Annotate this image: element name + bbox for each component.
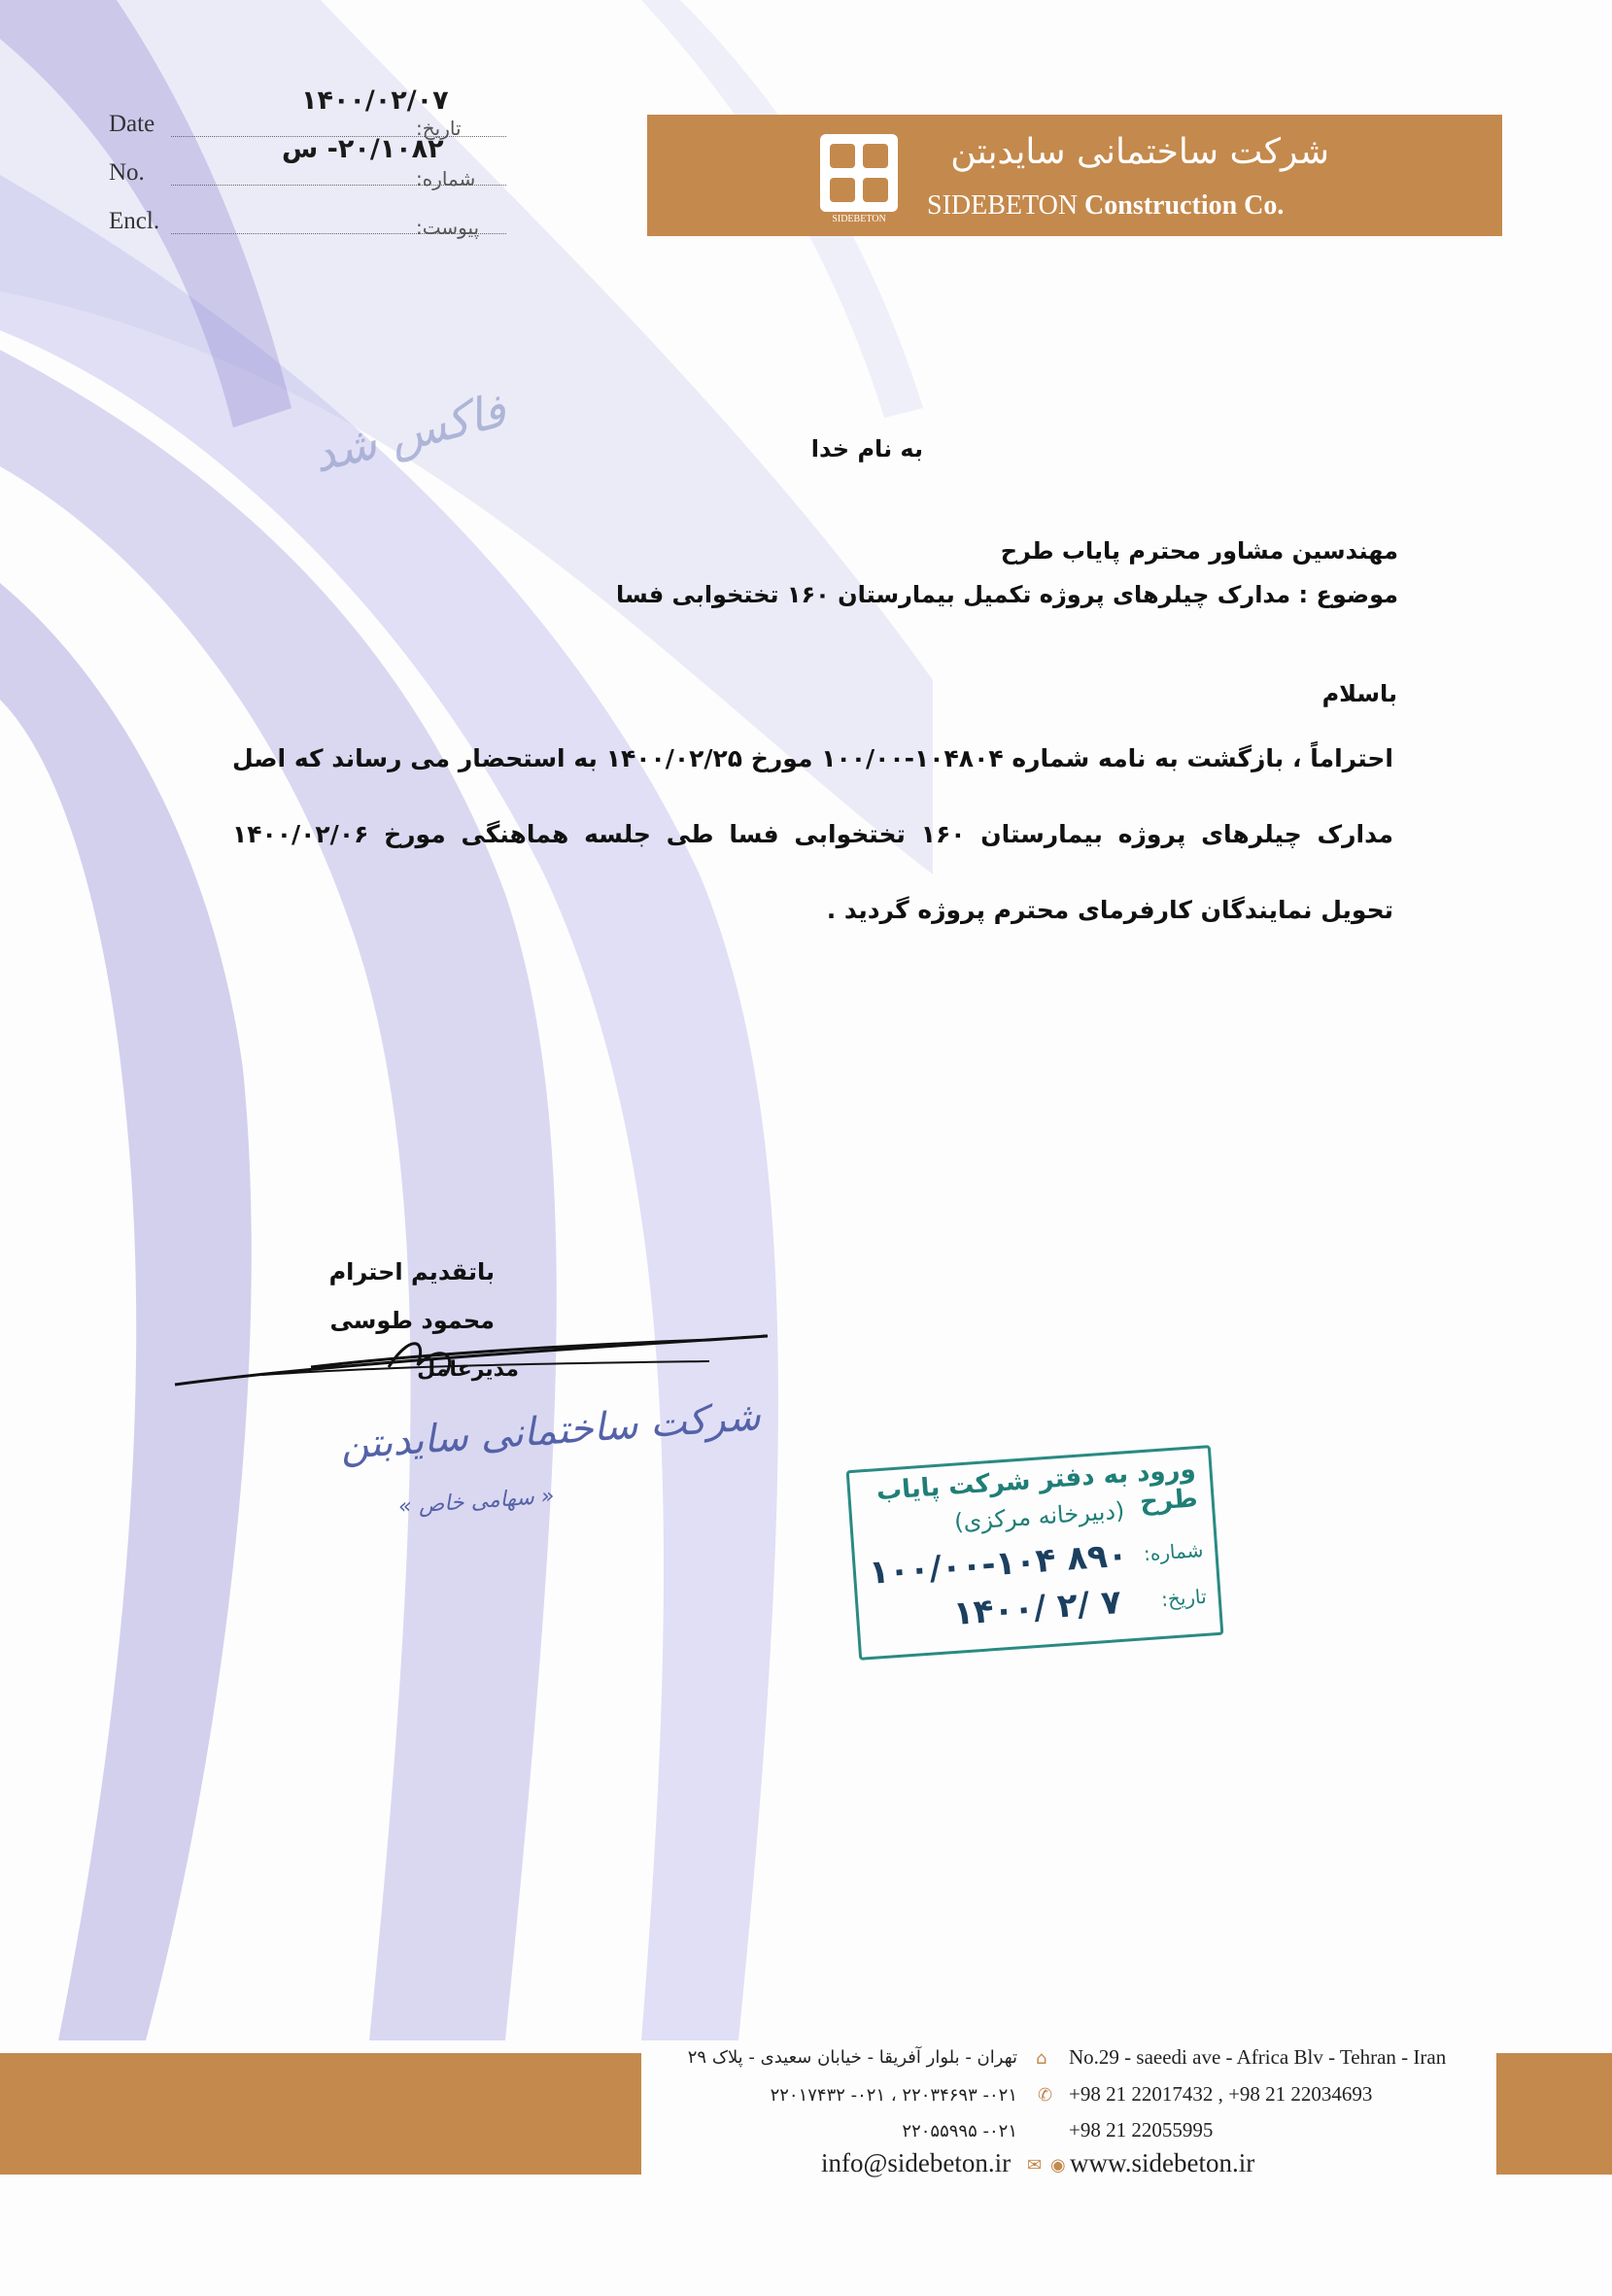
company-name-fa: شرکت ساختمانی سایدبتن <box>950 132 1329 172</box>
letter-body: احتراماً ، بازگشت به نامه شماره ۱۰۴۸۰۴-۱۰۰/۰۰ مورخ ۱۴۰۰/۰۲/۲۵ به استحضار می رساند که اصل مدارک چیلرهای پروژه بیمارستان ۱۶۰ تختخوابی فسا طی جلسه هماهنگی مورخ ۱۴۰۰/۰۲/۰۶ تحویل نمایندگان کارفرمای محترم پروژه گردید . <box>232 744 1394 924</box>
footer-email-link[interactable]: info@sidebeton.ir <box>821 2148 1012 2177</box>
signer-name: محمود طوسی <box>329 1307 495 1334</box>
letter-meta-block <box>109 86 497 243</box>
footer-phones-en-2: +98 21 22055995 <box>1069 2118 1214 2142</box>
company-seal-subtitle: « سهامی خاص » <box>397 1484 556 1520</box>
company-seal-stamp: شرکت ساختمانی سایدبتن <box>338 1393 763 1469</box>
receipt-number-value: ۱۰۰/۰۰-۱۰۴ ۸۹۰ <box>868 1535 1129 1593</box>
globe-icon: ◉ <box>1050 2155 1066 2176</box>
footer-website-link[interactable]: www.sidebeton.ir <box>1070 2148 1255 2177</box>
footer-address-fa: تهران - بلوار آفریقا - خیابان سعیدی - پلاک ۲۹ <box>687 2047 1017 2068</box>
receipt-stamp-subtitle: (دبیرخانه مرکزی) <box>953 1496 1126 1536</box>
number-label-fa: شماره: <box>416 167 476 190</box>
number-label: No. <box>109 159 145 186</box>
receipt-stamp-title: ورود به دفتر شرکت پایاب طرح <box>875 1455 1199 1518</box>
signer-role: مدیرعامل <box>417 1357 519 1382</box>
number-value: ۲۰/۱۰۸۲- س <box>282 134 444 164</box>
letter-subject: موضوع : مدارک چیلرهای پروژه تکمیل بیمارستان ۱۶۰ تختخوابی فسا <box>616 581 1398 608</box>
footer-phones-en-1: +98 21 22017432 , +98 21 22034693 <box>1069 2082 1373 2106</box>
fax-sent-stamp: فاکس شد <box>307 383 512 484</box>
letter-addressee: مهندسین مشاور محترم پایاب طرح <box>1000 537 1398 565</box>
letter-closing: باتقدیم احترام <box>328 1258 495 1285</box>
letter-greeting: باسلام <box>1321 680 1397 707</box>
footer-address-en: No.29 - saeedi ave - Africa Blv - Tehran - Iran <box>1069 2045 1447 2069</box>
enclosure-label-fa: پیوست: <box>416 216 480 239</box>
company-logo-icon <box>820 134 898 212</box>
footer-phones-fa-1: ۰۲۱- ۲۲۰۳۴۶۹۳ ، ۰۲۱- ۲۲۰۱۷۴۳۲ <box>770 2085 1017 2106</box>
receipt-number-label: شماره: <box>1143 1537 1205 1566</box>
logo-caption: SIDEBETON <box>832 214 886 224</box>
footer-bar-right <box>1496 2053 1612 2175</box>
enclosure-label: Encl. <box>109 208 160 234</box>
mail-icon: ✉ <box>1027 2155 1043 2176</box>
company-header-bar <box>647 115 1502 236</box>
company-name-en-bold: Construction Co. <box>1084 190 1285 221</box>
date-value: ۱۴۰۰/۰۲/۰۷ <box>301 86 449 116</box>
company-name-en <box>927 190 1284 222</box>
company-name-en-light: SIDEBETON <box>927 190 1079 221</box>
letter-salutation: به نام خدا <box>810 435 923 463</box>
receipt-stamp <box>846 1445 1224 1661</box>
handwritten-signature <box>165 1317 787 1394</box>
receipt-date-label: تاریخ: <box>1160 1584 1208 1612</box>
footer-phones-fa-2: ۰۲۱- ۲۲۰۵۵۹۹۵ <box>902 2121 1017 2142</box>
phone-icon: ✆ <box>1038 2085 1053 2106</box>
receipt-date-value: ۱۴۰۰/ ۲/ ۷ <box>951 1582 1123 1633</box>
date-label: Date <box>109 111 155 137</box>
date-label-fa: تاریخ: <box>416 117 462 140</box>
home-icon: ⌂ <box>1036 2048 1047 2069</box>
footer-bar-left <box>0 2053 641 2175</box>
